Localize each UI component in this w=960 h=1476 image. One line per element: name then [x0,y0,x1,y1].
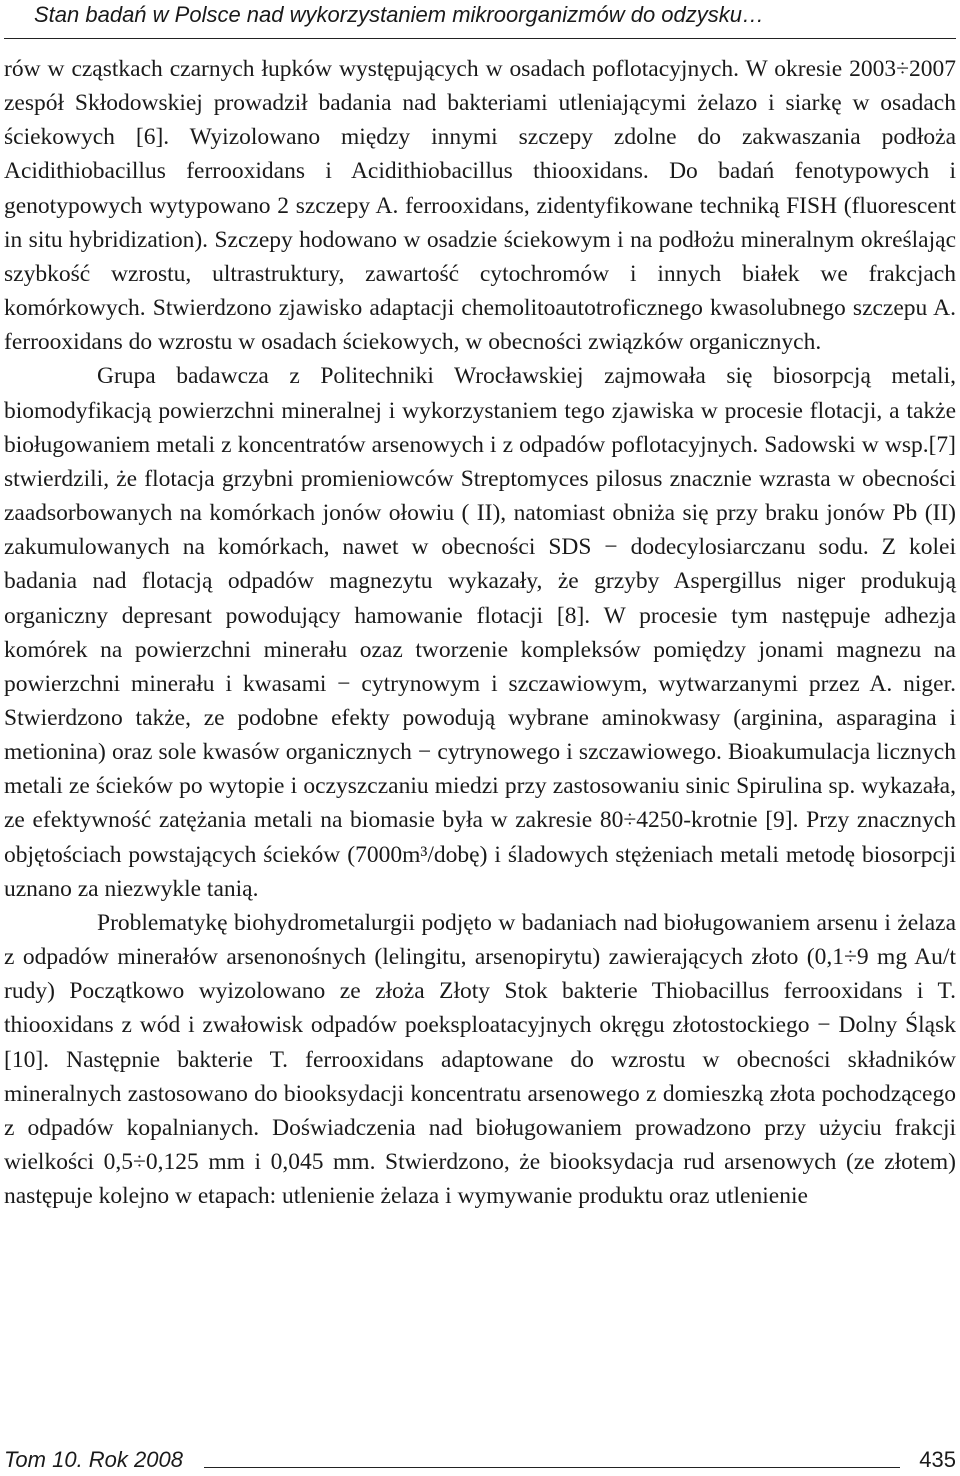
footer-rule [204,1467,900,1468]
page-number: 435 [919,1447,956,1472]
paragraph-biohydrometallurgy: Problematykę biohydrometalurgii podjęto w badaniach nad bioługowaniem arsenu i żelaza z odpadów minerałów arsenonośnych (lelingitu, arsenopirytu) zawierających złoto (0,1÷9 mg Au/t rudy) Początkowo wyizolowano ze złoża Złoty Stok bakterie Thiobacillus ferrooxidans i T. thiooxidans z wód i zwałowisk odpadów poeksploatacyjnych okręgu złotostockiego − Dolny Śląsk [10]. Następnie bakterie T. ferrooxidans adaptowane do wzrostu w obecności składników mineralnych zastosowano do biooksydacji koncentratu arsenowego z domieszką złota pochodzącego z odpadów kopalnianych. Doświadczenia nad bioługowaniem prowadzono przy użyciu frakcji wielkości 0,5÷0,125 mm i 0,045 mm. Stwierdzono, że biooksydacja rud arsenowych (ze złotem) następuje kolejno w etapach: utlenienie żelaza i wymywanie produktu oraz utlenienie [4,909,956,1210]
page-footer [4,1444,956,1474]
paragraph-continuation: rów w cząstkach czarnych łupków występujących w osadach poflotacyjnych. W okresie 2003÷2007 zespół Skłodowskiej prowadził badania nad bakteriami utleniającymi żelazo i siarkę w osadach ściekowych [6]. Wyizolowano między innymi szczepy zdolne do zakwaszania podłoża Acidithiobacillus ferrooxidans i Acidithiobacillus thiooxidans. Do badań fenotypowych i genotypowych wytypowano 2 szczepy A. ferrooxidans, zidentyfikowane techniką FISH (fluorescent in situ hybridization). Szczepy hodowano w osadzie ściekowym i na podłożu mineralnym określając szybkość wzrostu, ultrastruktury, zawartość cytochromów i innych białek we frakcjach komórkowych. Stwierdzono zjawisko adaptacji chemolitoautotroficznego kwasolubnego szczepu A. ferrooxidans do wzrostu w osadach ściekowych, w obecności związków organicznych. [4,56,956,356]
running-title: Stan badań w Polsce nad wykorzystaniem mikroorganizmów do odzysku… [34,2,764,27]
journal-volume: Tom 10. Rok 2008 [4,1447,183,1472]
running-header [4,0,956,39]
article-body [4,52,956,1213]
paragraph-wroclaw-research: Grupa badawcza z Politechniki Wrocławskiej zajmowała się biosorpcją metali, biomodyfikacją powierzchni mineralnej i wykorzystaniem tego zjawiska w procesie flotacji, a także bioługowaniem metali z koncentratów arsenowych i z odpadów poflotacyjnych. Sadowski w wsp.[7] stwierdzili, że flotacja grzybni promieniowców Streptomyces pilosus znacznie wzrasta w obecności zaadsorbowanych na komórkach jonów ołowiu ( II), natomiast obniża się przy braku jonów Pb (II) zakumulowanych na komórkach, nawet w obecności SDS − dodecylosiarczanu sodu. Z kolei badania nad flotacją odpadów magnezytu wykazały, że grzyby Aspergillus niger produkują organiczny depresant powodujący hamowanie flotacji [8]. W procesie tym następuje adhezja komórek na powierzchni minerału ozaz tworzenie kompleksów pomiędzy jonami magnezu na powierzchni minerału i kwasami − cytrynowym i szczawiowym, wytwarzanymi przez A. niger. Stwierdzono także, ze podobne efekty powodują wybrane aminokwasy (arginina, asparagina i metionina) oraz sole kwasów organicznych − cytrynowego i szczawiowego. Bioakumulacja licznych metali ze ścieków po wytopie i oczyszczaniu miedzi przy zastosowaniu sinic Spirulina sp. wykazała, ze efektywność zatężania metali na biomasie była w zakresie 80÷4250-krotnie [9]. Przy znacznych objętościach powstających ścieków (7000m³/dobę) i śladowych stężeniach metali metodę biosorpcji uznano za niezwykle tanią. [4,363,956,902]
